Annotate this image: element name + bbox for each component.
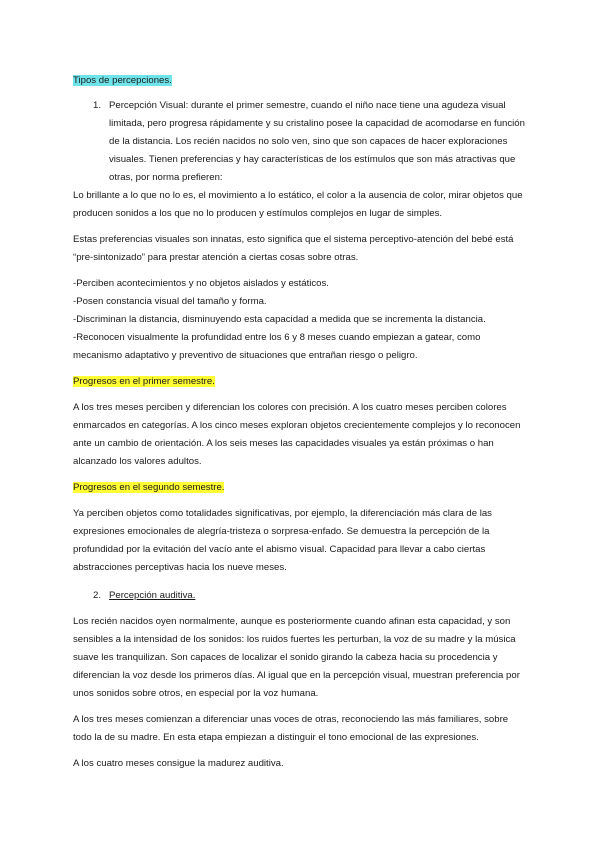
list-item: -Posen constancia visual del tamaño y forma. [73, 296, 267, 307]
auditory-paragraph-3: A los cuatro meses consigue la madurez auditiva. [73, 758, 284, 769]
heading-highlight: Progresos en el segundo semestre. [73, 482, 225, 493]
visual-section-name: Percepción Visual [109, 100, 186, 111]
document-title [73, 72, 528, 90]
list-item-visual [73, 97, 528, 187]
visual-innate-paragraph: Estas preferencias visuales son innatas, esto significa que el sistema perceptivo-atención del bebé está “pre-sintonizado” para prestar atención a ciertas cosas sobre otras. [73, 234, 514, 263]
visual-bullet-list [73, 275, 528, 365]
list-number: 1. [92, 100, 101, 111]
list-number: 2. [92, 590, 101, 601]
list-item-auditory [73, 587, 528, 605]
visual-preferences-paragraph: Lo brillante a lo que no lo es, el movimiento a lo estático, el color a la ausencia de color, mirar objetos que producen sonidos a los que no lo producen y estímulos complejos en lugar de simples. [73, 190, 523, 219]
auditory-section-name: Percepción auditiva. [109, 590, 196, 601]
second-semester-paragraph: Ya perciben objetos como totalidades significativas, por ejemplo, la diferenciación más clara de las expresiones emocionales de alegría-tristeza o sorpresa-enfado. Se demuestra la percepción de la profundidad por la evitación del vacío ante el abismo visual. Capacidad para llevar a cabo ciertas abstracciones perceptivas hacia los nueve meses. [73, 508, 492, 573]
first-semester-heading [73, 373, 528, 391]
visual-intro-text: : durante el primer semestre, cuando el niño nace tiene una agudeza visual limitada, pero progresa rápidamente y su cristalino posee la capacidad de acomodarse en función de la distancia. Los recién nacidos no solo ven, sino que son capaces de hacer exploraciones visuales. Tienen preferencias y hay características de los estímulos que son más atractivas que otras, por norma prefieren: [109, 100, 525, 183]
first-semester-paragraph: A los tres meses perciben y diferencian los colores con precisión. A los cuatro meses perciben colores enmarcados en categorías. A los cinco meses exploran objetos crecientemente complejos y lo reconocen ante un cambio de orientación. A los seis meses las capacidades visuales ya están próximas o han alcanzado los valores adultos. [73, 402, 521, 467]
title-highlight: Tipos de percepciones. [73, 75, 172, 86]
heading-highlight: Progresos en el primer semestre. [73, 376, 215, 387]
visual-intro-paragraph [109, 97, 528, 187]
list-item: -Perciben acontecimientos y no objetos aislados y estáticos. [73, 278, 329, 289]
auditory-paragraph-1: Los recién nacidos oyen normalmente, aunque es posteriormente cuando afinan esta capacidad, y son sensibles a la intensidad de los sonidos: los ruidos fuertes les perturban, la voz de su madre y la música suave les tranquilizan. Son capaces de localizar el sonido girando la cabeza hacia su procedencia y diferencian la voz desde los primeros días. Al igual que en la percepción visual, muestran preferencia por unos sonidos sobre otros, en especial por la voz humana. [73, 616, 520, 699]
second-semester-heading [73, 479, 528, 497]
auditory-paragraph-2: A los tres meses comienzan a diferenciar unas voces de otras, reconociendo las más familiares, sobre todo la de su madre. En esta etapa empiezan a distinguir el tono emocional de las expresiones. [73, 714, 509, 743]
list-item: -Reconocen visualmente la profundidad entre los 6 y 8 meses cuando empiezan a gatear, como mecanismo adaptativo y preventivo de situaciones que entrañan riesgo o peligro. [73, 332, 481, 361]
list-item: -Discriminan la distancia, disminuyendo esta capacidad a medida que se incrementa la distancia. [73, 314, 486, 325]
